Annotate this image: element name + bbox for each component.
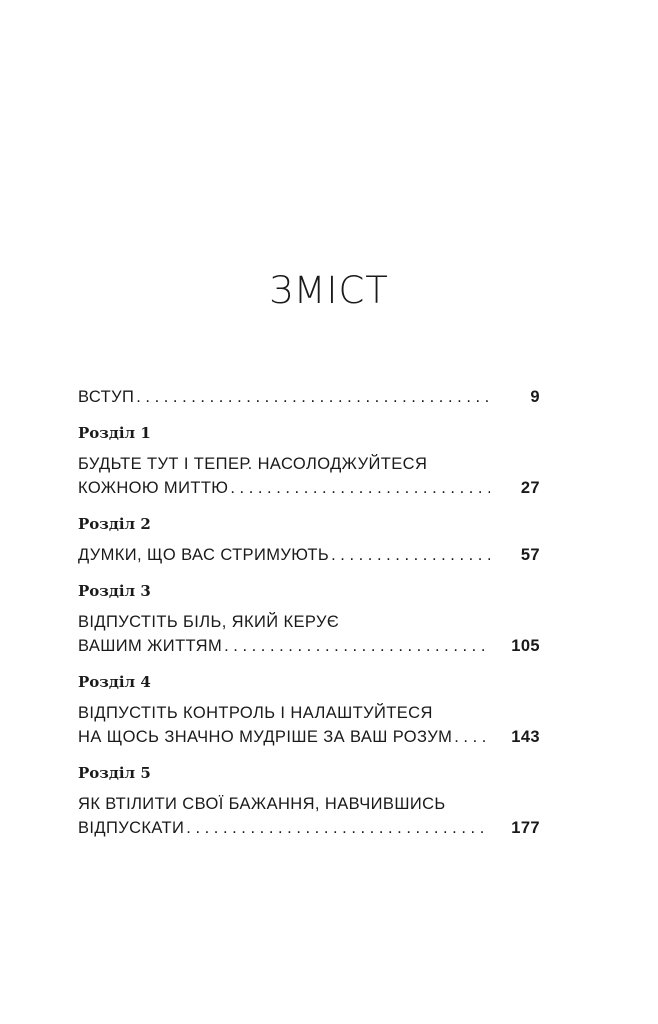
dot-leader: [186, 816, 490, 840]
page-number: 9: [530, 388, 540, 406]
page-number: 143: [511, 728, 540, 746]
toc-entry-title-line: ВІДПУСТІТЬ КОНТРОЛЬ І НАЛАШТУЙТЕСЯ: [78, 704, 433, 722]
dot-leader: [224, 634, 490, 658]
toc-entry-title-line: НА ЩОСЬ ЗНАЧНО МУДРІШЕ ЗА ВАШ РОЗУМ: [78, 728, 453, 746]
toc-entry-intro[interactable]: [78, 385, 540, 409]
chapter-label-1: Розділ 1: [78, 424, 151, 442]
toc-entry-last-line: [78, 543, 540, 567]
toc-entry-chapter-2[interactable]: [78, 543, 540, 567]
chapter-label-4: Розділ 4: [78, 673, 151, 691]
page-number: 27: [520, 479, 540, 497]
dot-leader: [331, 543, 490, 567]
page-number: 105: [511, 637, 540, 655]
dot-leader: [230, 476, 490, 500]
chapter-label-3: Розділ 3: [78, 582, 151, 600]
toc-entry-title-line: БУДЬТЕ ТУТ І ТЕПЕР. НАСОЛОДЖУЙТЕСЯ: [78, 455, 428, 473]
toc-entry-title-line: ЯК ВТІЛИТИ СВОЇ БАЖАННЯ, НАВЧИВШИСЬ: [78, 795, 446, 813]
chapter-label-2: Розділ 2: [78, 515, 151, 533]
toc-entry-last-line: [78, 725, 540, 749]
chapter-label-5: Розділ 5: [78, 764, 151, 782]
dot-leader: [136, 385, 490, 409]
table-of-contents: [78, 385, 540, 852]
toc-entry-title-line: ВІДПУСТІТЬ БІЛЬ, ЯКИЙ КЕРУЄ: [78, 613, 340, 631]
dot-leader: [454, 725, 490, 749]
toc-entry-last-line: [78, 385, 540, 409]
toc-entry-last-line: [78, 634, 540, 658]
toc-entry-title-line: ДУМКИ, ЩО ВАС СТРИМУЮТЬ: [78, 546, 330, 564]
toc-entry-title-line: ВІДПУСКАТИ: [78, 819, 185, 837]
toc-entry-title-line: КОЖНОЮ МИТТЮ: [78, 479, 229, 497]
toc-entry-chapter-1[interactable]: [78, 452, 540, 500]
toc-entry-last-line: [78, 816, 540, 840]
page-number: 57: [520, 546, 540, 564]
toc-entry-chapter-4[interactable]: [78, 701, 540, 749]
page-number: 177: [511, 819, 540, 837]
toc-entry-title-line: ВАШИМ ЖИТТЯМ: [78, 637, 223, 655]
toc-entry-chapter-3[interactable]: [78, 610, 540, 658]
toc-entry-chapter-5[interactable]: [78, 792, 540, 840]
toc-entry-last-line: [78, 476, 540, 500]
page-title: ЗМІСТ: [269, 269, 389, 312]
toc-entry-title: ВСТУП: [78, 388, 135, 406]
